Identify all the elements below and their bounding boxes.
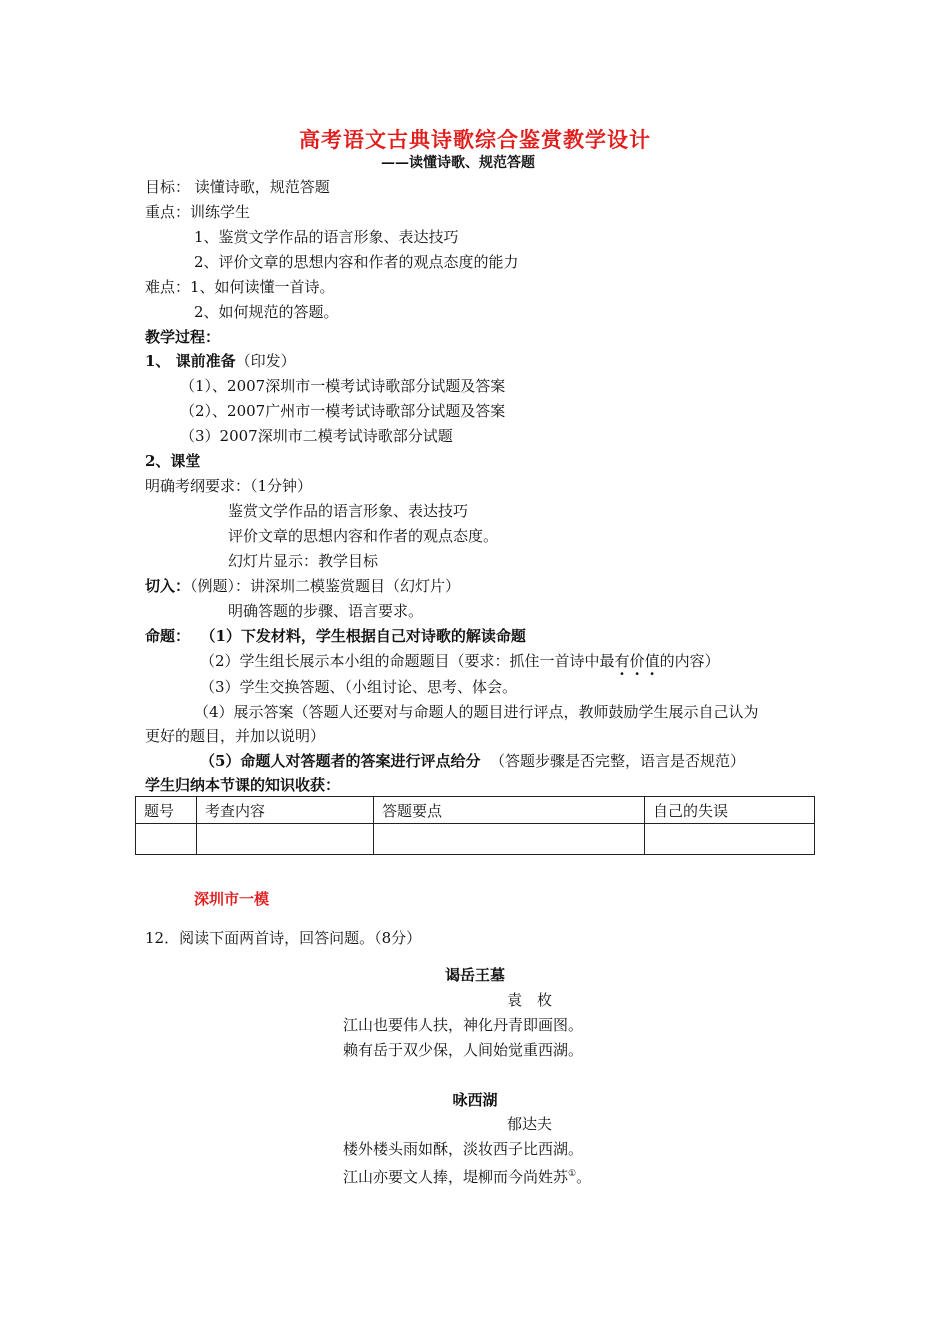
section-heading-red: 深圳市一模	[194, 890, 270, 908]
question-step-5-line	[200, 751, 745, 771]
emphasis-char-3: 值	[644, 652, 660, 670]
poem1-line-1: 江山也要伟人扶，神化丹青即画图。	[343, 1016, 584, 1034]
prep-heading-line	[145, 351, 296, 371]
table-cell	[197, 824, 374, 855]
summary-table	[135, 796, 815, 855]
entry-line-2: 明确答题的步骤、语言要求。	[228, 602, 424, 620]
entry-label: 切入：	[145, 577, 191, 595]
key-point-line: 重点：训练学生	[145, 203, 251, 221]
prep-item-2: （2）、2007广州市一模考试诗歌部分试题及答案	[180, 402, 506, 420]
poem1-line-2: 赖有岳于双少保，人间始觉重西湖。	[343, 1041, 584, 1059]
outline-item-2: 评价文章的思想内容和作者的观点态度。	[228, 527, 499, 545]
question-line-1	[145, 626, 526, 646]
document-title: 高考语文古典诗歌综合鉴赏教学设计	[299, 127, 651, 152]
question-step-2: （2）学生组长展示本小组的命题题目（要求：抓住一首诗中最有价值的内容）	[200, 652, 720, 670]
table-cell	[374, 824, 645, 855]
poem2-title: 咏西湖	[452, 1091, 498, 1109]
prep-item-1: （1）、2007深圳市一模考试诗歌部分试题及答案	[180, 377, 506, 395]
difficulty-1: 难点：1、如何读懂一首诗。	[145, 278, 335, 296]
key-point-1: 1、鉴赏文学作品的语言形象、表达技巧	[194, 228, 459, 246]
poem1-author: 袁 枚	[507, 991, 553, 1009]
emphasis-char-2: 价	[629, 652, 645, 670]
question-step-4a: （4）展示答案（答题人还要对与命题人的题目进行评点，教师鼓励学生展示自己认为	[194, 703, 759, 721]
poem2-author: 郁达夫	[507, 1115, 553, 1133]
outline-item-3: 幻灯片显示：教学目标	[228, 552, 379, 570]
poem1-title: 谒岳王墓	[444, 966, 505, 984]
difficulty-2: 2、如何规范的答题。	[194, 303, 339, 321]
emphasis-char-1: 有	[614, 652, 630, 670]
footnote-marker: ①	[568, 1169, 577, 1179]
entry-text: （例题）：讲深圳二模鉴赏题目（幻灯片）	[190, 577, 461, 595]
poem2-line-2: 江山亦要文人捧，堤柳而今尚姓苏①。	[343, 1168, 592, 1186]
poem2-line-1: 楼外楼头雨如酥，淡妆西子比西湖。	[343, 1140, 584, 1158]
table-header-row	[136, 797, 815, 824]
goal-line: 目标： 读懂诗歌，规范答题	[145, 178, 330, 196]
prep-note: （印发）	[235, 352, 296, 370]
table-header-cell: 题号	[136, 797, 197, 824]
outline-requirement: 明确考纲要求：（1分钟）	[145, 477, 313, 495]
document-subtitle: ——读懂诗歌、规范答题	[381, 155, 535, 171]
class-heading: 2、课堂	[145, 452, 201, 470]
entry-line	[145, 576, 460, 596]
prep-item-3: （3）2007深圳市二模考试诗歌部分试题	[180, 427, 453, 445]
question-12: 12．阅读下面两首诗，回答问题。（8分）	[145, 929, 422, 947]
process-heading: 教学过程：	[145, 328, 221, 346]
question-label: 命题：	[145, 627, 191, 645]
key-point-2: 2、评价文章的思想内容和作者的观点态度的能力	[194, 253, 519, 271]
prep-heading: 1、 课前准备	[145, 352, 236, 370]
table-cell	[136, 824, 197, 855]
question-step-3: （3）学生交换答题、（小组讨论、思考、体会。	[200, 678, 518, 696]
table-header-cell: 答题要点	[374, 797, 645, 824]
table-header-cell: 考查内容	[197, 797, 374, 824]
question-step-4b: 更好的题目，并加以说明）	[145, 727, 326, 745]
summary-heading: 学生归纳本节课的知识收获：	[145, 776, 341, 794]
outline-item-1: 鉴赏文学作品的语言形象、表达技巧	[228, 502, 469, 520]
table-header-cell: 自己的失误	[645, 797, 815, 824]
question-step-1: （1）下发材料，学生根据自己对诗歌的解读命题	[200, 627, 526, 645]
question-step-5-note: （答题步骤是否完整，语言是否规范）	[490, 752, 746, 770]
question-step-5: （5）命题人对答题者的答案进行评点给分	[200, 752, 481, 770]
table-row	[136, 824, 815, 855]
table-cell	[645, 824, 815, 855]
